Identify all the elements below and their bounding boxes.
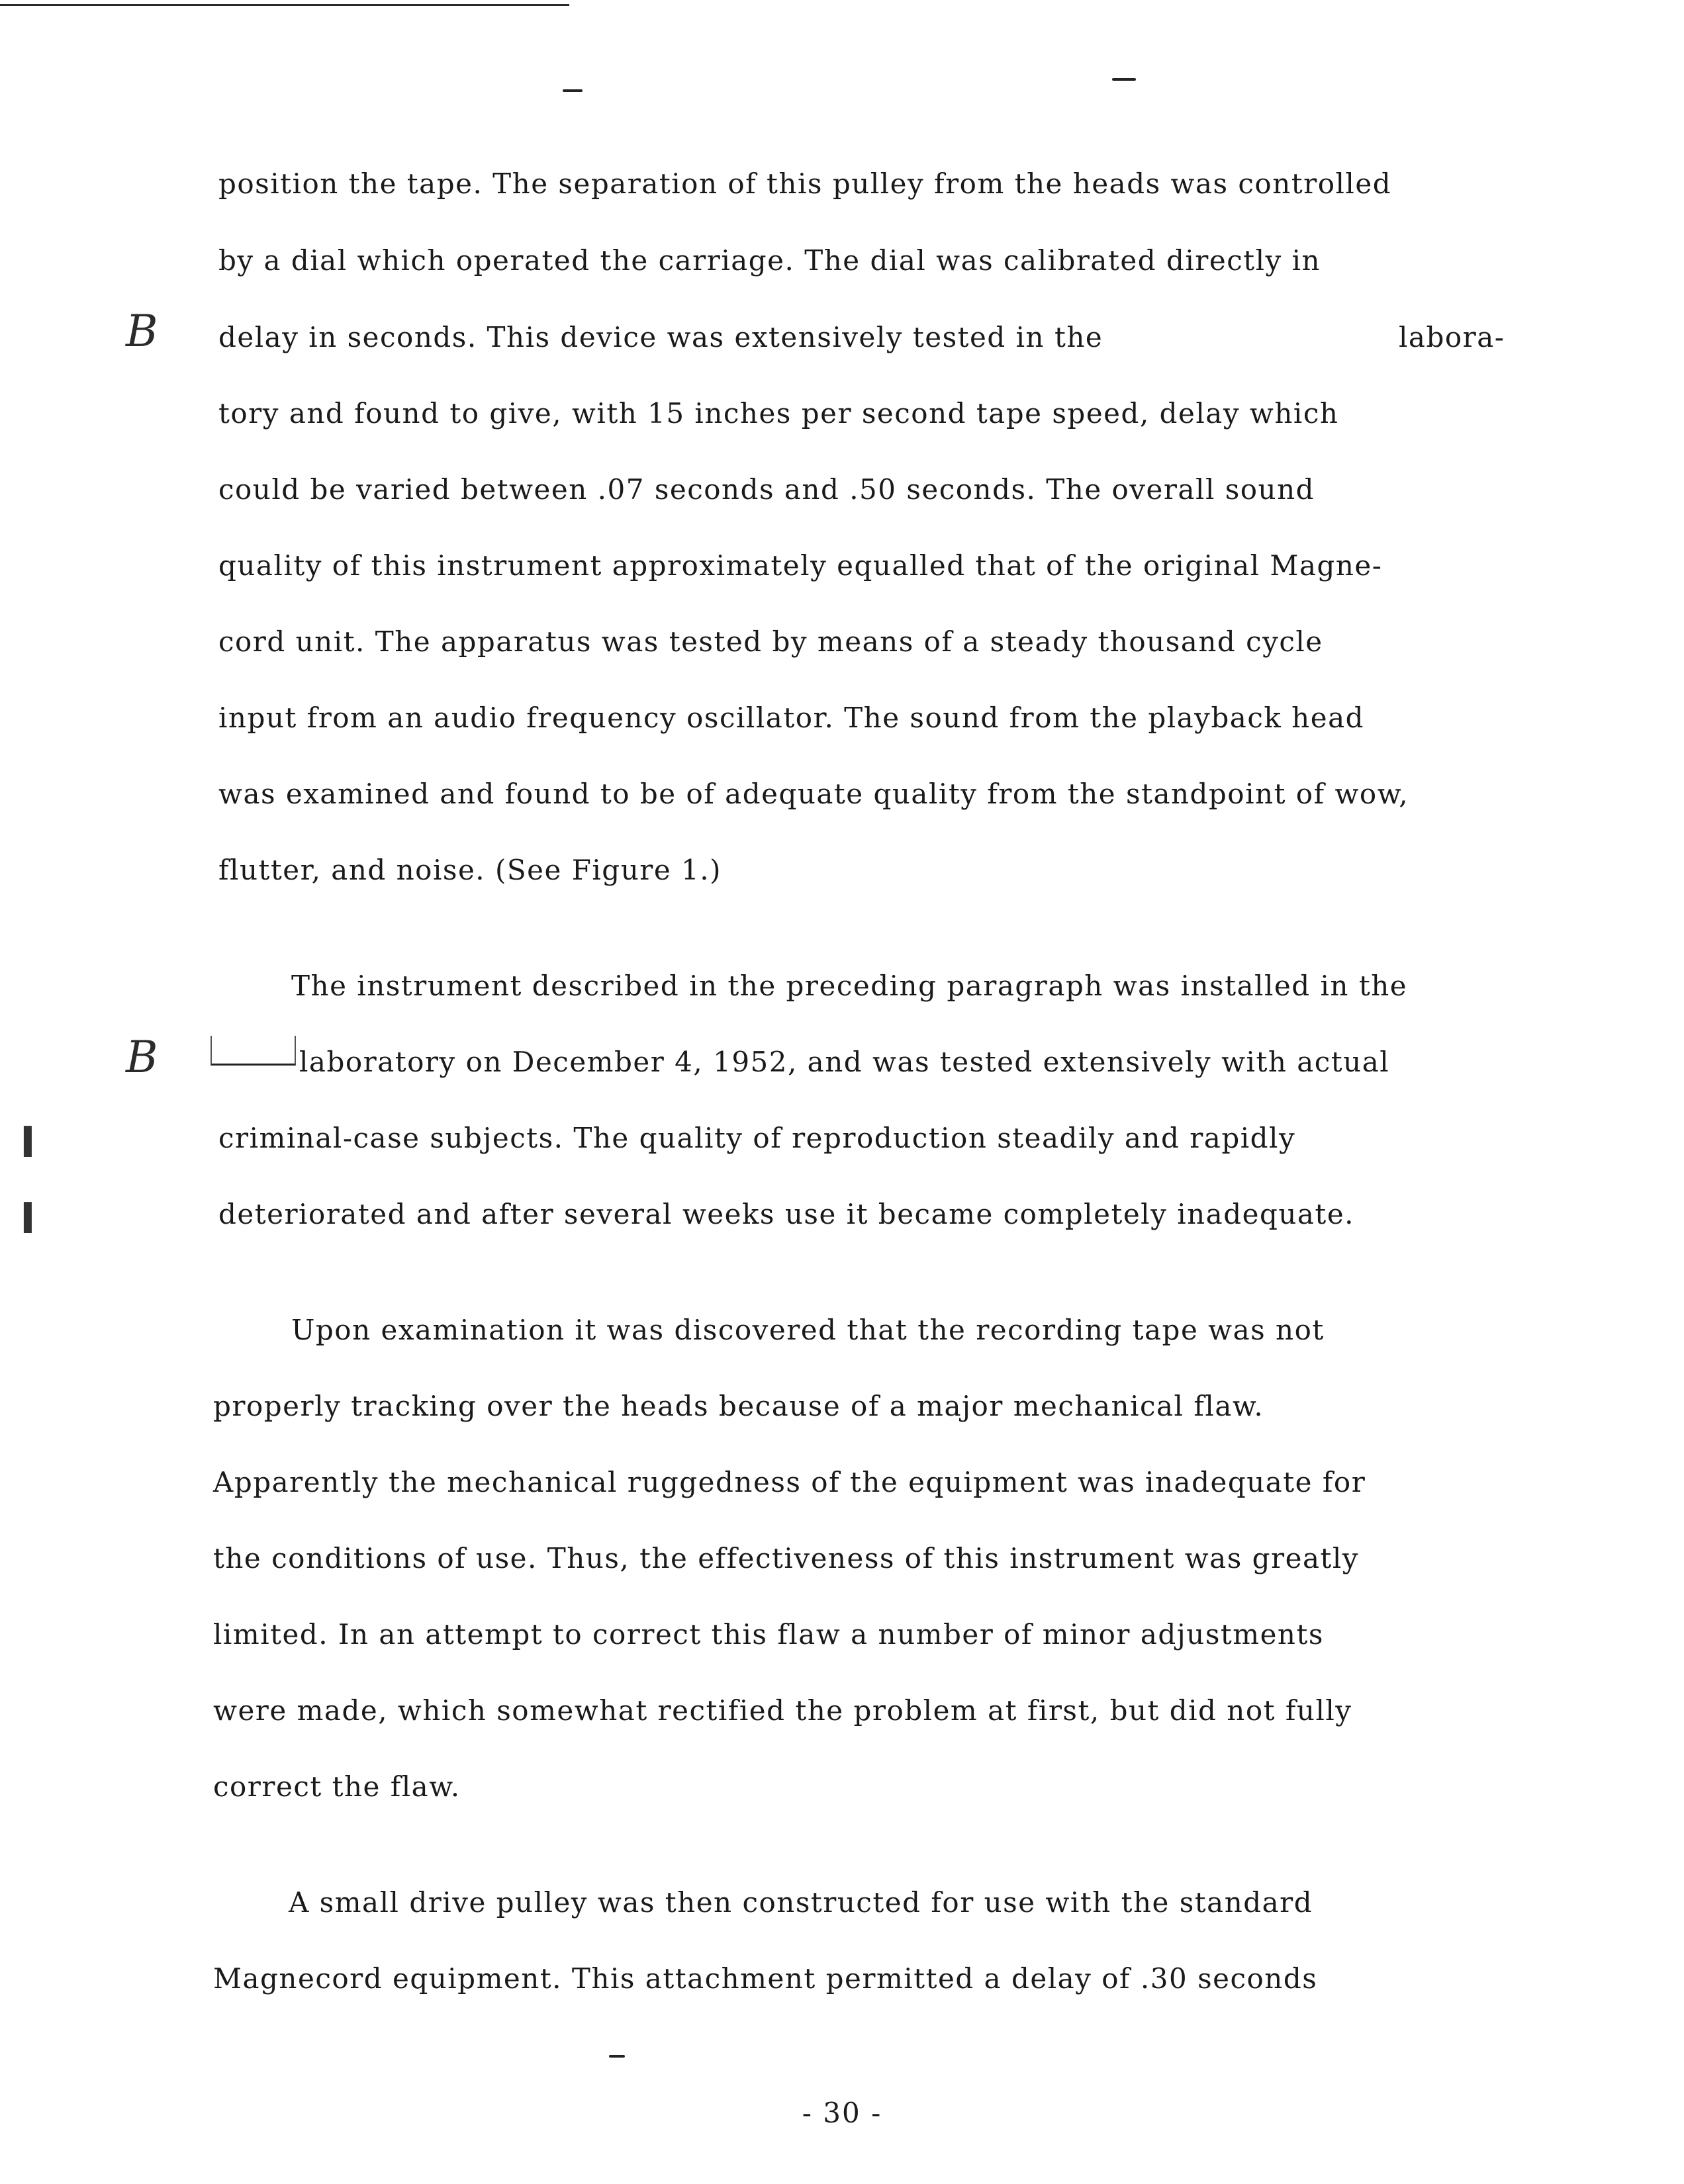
page-number: - 30 - — [802, 2097, 882, 2129]
text-line: position the tape. The separation of this pulley from the heads was controlled — [218, 167, 1392, 200]
text-line: cord unit. The apparatus was tested by means of a steady thousand cycle — [218, 625, 1323, 658]
text-line: correct the flaw. — [213, 1770, 461, 1803]
text-line: Apparently the mechanical ruggedness of the equipment was inadequate for — [213, 1466, 1366, 1498]
text-line: input from an audio frequency oscillator. The sound from the playback head — [218, 702, 1364, 734]
text-line: could be varied between .07 seconds and .50 seconds. The overall sound — [218, 473, 1315, 506]
text-line: delay in seconds. This device was extensively tested in the — [218, 321, 1103, 353]
text-line: Upon examination it was discovered that the recording tape was not — [291, 1314, 1325, 1346]
text-line: by a dial which operated the carriage. The dial was calibrated directly in — [218, 244, 1321, 277]
text-line: A small drive pulley was then constructed for use with the standard — [289, 1886, 1313, 1919]
redaction-box — [210, 1036, 296, 1066]
edge-mark: I — [20, 1118, 36, 1167]
text-line: tory and found to give, with 15 inches per second tape speed, delay which — [218, 397, 1339, 430]
text-line: were made, which somewhat rectified the problem at first, but did not fully — [213, 1694, 1352, 1727]
top-rule — [0, 4, 569, 6]
text-line: the conditions of use. Thus, the effectiveness of this instrument was greatly — [213, 1542, 1360, 1574]
scan-tick-mark — [1112, 78, 1136, 81]
text-line: deteriorated and after several weeks use it became completely inadequate. — [218, 1198, 1355, 1230]
text-line: The instrument described in the preceding paragraph was installed in the — [291, 970, 1408, 1002]
margin-annotation: B — [126, 306, 158, 357]
scan-tick-mark — [609, 2055, 625, 2058]
edge-mark: I — [20, 1195, 36, 1244]
scan-tick-mark — [563, 89, 583, 92]
text-line: laboratory on December 4, 1952, and was tested extensively with actual — [299, 1046, 1390, 1078]
text-line: was examined and found to be of adequate quality from the standpoint of wow, — [218, 778, 1409, 810]
text-line: limited. In an attempt to correct this flaw a number of minor adjustments — [213, 1618, 1324, 1651]
text-line: labora- — [1399, 321, 1505, 353]
text-line: properly tracking over the heads because of a major mechanical flaw. — [213, 1390, 1264, 1422]
text-line: Magnecord equipment. This attachment permitted a delay of .30 seconds — [213, 1962, 1318, 1995]
text-line: quality of this instrument approximately equalled that of the original Magne- — [218, 549, 1383, 582]
text-line: flutter, and noise. (See Figure 1.) — [218, 854, 722, 886]
text-line: criminal-case subjects. The quality of reproduction steadily and rapidly — [218, 1122, 1296, 1154]
margin-annotation: B — [126, 1032, 158, 1083]
